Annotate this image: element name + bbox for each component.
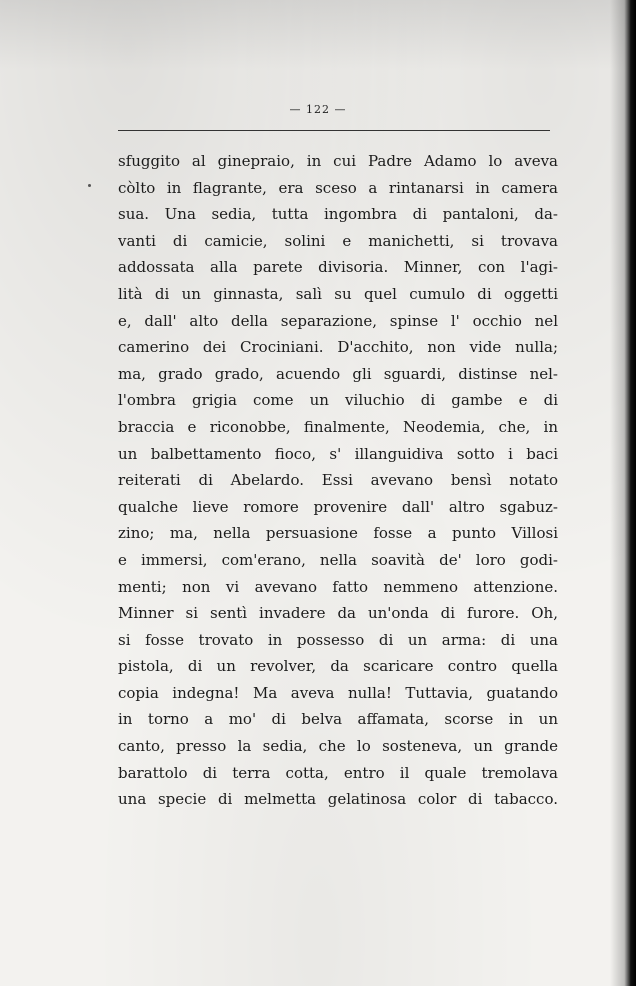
book-spine-shadow [610, 0, 636, 986]
text-line: si fosse trovato in possesso di un arma: di una [118, 630, 558, 649]
margin-mark [88, 184, 91, 187]
text-line: menti; non vi avevano fatto nemmeno attenzione. [118, 577, 558, 596]
text-line: e, dall' alto della separazione, spinse l' occhio nel [118, 311, 558, 330]
text-line: barattolo di terra cotta, entro il quale tremolava [118, 763, 558, 782]
text-line: lità di un ginnasta, salì su quel cumulo di oggetti [118, 284, 558, 303]
text-line: reiterati di Abelardo. Essi avevano bensì notato [118, 471, 558, 490]
text-line: braccia e riconobbe, finalmente, Neodemia, che, in [118, 417, 558, 436]
text-line: copia indegna! Ma aveva nulla! Tuttavia, guatando [118, 683, 558, 702]
page-top-shading [0, 0, 636, 70]
body-text [118, 148, 558, 813]
text-line: ma, grado grado, acuendo gli sguardi, distinse nel- [118, 364, 558, 383]
text-line: qualche lieve romore provenire dall' altro sgabuz- [118, 497, 558, 516]
text-line: canto, presso la sedia, che lo sosteneva, un grande [118, 737, 558, 756]
text-line: camerino dei Crociniani. D'acchito, non vide nulla; [118, 338, 558, 357]
header-rule [118, 130, 550, 131]
text-line: un balbettamento fioco, s' illanguidiva sotto i baci [118, 444, 558, 463]
text-line: zino; ma, nella persuasione fosse a punto Villosi [118, 524, 558, 543]
text-line: in torno a mo' di belva affamata, scorse in un [118, 710, 558, 729]
text-line: Minner si sentì invadere da un'onda di furore. Oh, [118, 604, 558, 623]
text-line: addossata alla parete divisoria. Minner, con l'agi- [118, 258, 558, 277]
text-line: e immersi, com'erano, nella soavità de' loro godi- [118, 550, 558, 569]
text-line: l'ombra grigia come un viluchio di gambe e di [118, 391, 558, 410]
text-line: sua. Una sedia, tutta ingombra di pantaloni, da- [118, 205, 558, 224]
text-line: còlto in flagrante, era sceso a rintanarsi in camera [118, 178, 558, 197]
text-line: sfuggito al ginepraio, in cui Padre Adamo lo aveva [118, 152, 558, 170]
text-line: pistola, di un revolver, da scaricare contro quella [118, 657, 558, 676]
page-number: — 122 — [289, 103, 347, 116]
text-line: vanti di camicie, solini e manichetti, si trovava [118, 231, 558, 250]
text-line: una specie di melmetta gelatinosa color di tabacco. [118, 790, 558, 809]
